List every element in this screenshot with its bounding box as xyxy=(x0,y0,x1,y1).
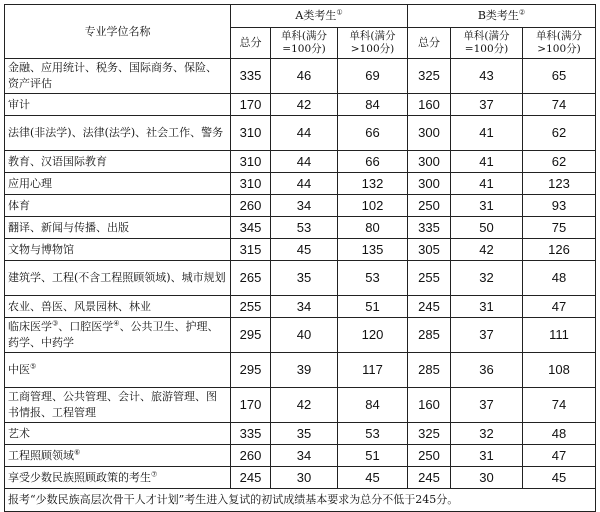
table-row xyxy=(5,318,596,353)
row-name: 应用心理 xyxy=(5,173,231,195)
row-name-part: 、口腔医学 xyxy=(58,320,114,333)
b-single-gt100-cell: 75 xyxy=(523,217,596,239)
a-total-cell: 345 xyxy=(231,217,271,239)
a-single-gt100-cell: 45 xyxy=(338,467,408,489)
b-single-100-cell: 41 xyxy=(451,116,523,151)
a-single-100-cell: 45 xyxy=(271,239,338,261)
a-single-100-cell: 30 xyxy=(271,467,338,489)
a-single-gt100-cell: 53 xyxy=(338,261,408,296)
table-row xyxy=(5,151,596,173)
row-name: 体育 xyxy=(5,195,231,217)
footnote-row xyxy=(5,489,596,512)
b-total-cell: 325 xyxy=(408,423,451,445)
a-single-gt100-header xyxy=(338,28,408,59)
a-total-cell: 315 xyxy=(231,239,271,261)
b-total-cell: 255 xyxy=(408,261,451,296)
a-total-cell: 260 xyxy=(231,445,271,467)
a-single-gt100-cell: 66 xyxy=(338,151,408,173)
a-single-gt100-cell: 120 xyxy=(338,318,408,353)
b-total-cell: 250 xyxy=(408,195,451,217)
b-single-gt100-cell: 65 xyxy=(523,59,596,94)
b-single-100-cell: 32 xyxy=(451,261,523,296)
a-single-100-cell: 44 xyxy=(271,116,338,151)
b-single-100-cell: 31 xyxy=(451,445,523,467)
a-single-gt100-line1: 单科(满分 xyxy=(349,30,396,42)
b-total-cell: 245 xyxy=(408,467,451,489)
row-name-text: 工程照顾领域 xyxy=(8,448,74,462)
table-row xyxy=(5,195,596,217)
footnote-mark: ④ xyxy=(113,319,120,328)
a-single-gt100-cell: 51 xyxy=(338,445,408,467)
group-b-footnote-mark: ② xyxy=(518,8,526,17)
table-row xyxy=(5,423,596,445)
a-single-100-line2: =100分) xyxy=(282,43,326,55)
a-single-gt100-cell: 51 xyxy=(338,296,408,318)
row-name: 艺术 xyxy=(5,423,231,445)
b-single-gt100-cell: 108 xyxy=(523,353,596,388)
score-table xyxy=(4,4,596,512)
table-row xyxy=(5,173,596,195)
b-single-100-cell: 32 xyxy=(451,423,523,445)
row-name: 工商管理、公共管理、会计、旅游管理、图书情报、工程管理 xyxy=(5,388,231,423)
a-single-100-cell: 53 xyxy=(271,217,338,239)
a-single-100-cell: 46 xyxy=(271,59,338,94)
row-name: 法律(非法学)、法律(法学)、社会工作、警务 xyxy=(5,116,231,151)
b-single-gt100-cell: 111 xyxy=(523,318,596,353)
a-single-gt100-cell: 53 xyxy=(338,423,408,445)
table-row xyxy=(5,59,596,94)
row-name: 农业、兽医、风景园林、林业 xyxy=(5,296,231,318)
row-name xyxy=(5,445,231,467)
a-total-cell: 310 xyxy=(231,173,271,195)
a-single-100-cell: 44 xyxy=(271,151,338,173)
b-total-cell: 300 xyxy=(408,151,451,173)
a-single-100-cell: 44 xyxy=(271,173,338,195)
b-single-100-cell: 41 xyxy=(451,173,523,195)
row-name: 审计 xyxy=(5,94,231,116)
b-single-gt100-line1: 单科(满分 xyxy=(535,30,583,42)
b-single-100-cell: 31 xyxy=(451,195,523,217)
group-b-label: B类考生 xyxy=(477,9,519,22)
row-name: 建筑学、工程(不含工程照顾领域)、城市规划 xyxy=(5,261,231,296)
b-single-100-cell: 37 xyxy=(451,388,523,423)
row-name: 文物与博物馆 xyxy=(5,239,231,261)
table-row xyxy=(5,94,596,116)
b-single-100-cell: 37 xyxy=(451,94,523,116)
table-row xyxy=(5,261,596,296)
group-b-header xyxy=(408,5,596,28)
group-a-label: A类考生 xyxy=(295,9,337,22)
a-single-gt100-line2: >100分) xyxy=(350,43,395,55)
b-total-cell: 300 xyxy=(408,173,451,195)
b-total-cell: 160 xyxy=(408,94,451,116)
table-row xyxy=(5,353,596,388)
a-single-gt100-cell: 66 xyxy=(338,116,408,151)
footnote-mark: ③ xyxy=(52,319,59,328)
a-total-cell: 170 xyxy=(231,94,271,116)
a-single-gt100-cell: 80 xyxy=(338,217,408,239)
footnote-text: 报考“少数民族高层次骨干人才计划”考生进入复试的初试成绩基本要求为总分不低于245分。 xyxy=(5,489,596,512)
row-name: 金融、应用统计、税务、国际商务、保险、资产评估 xyxy=(5,59,231,94)
a-total-cell: 295 xyxy=(231,318,271,353)
a-total-cell: 335 xyxy=(231,59,271,94)
table-row xyxy=(5,239,596,261)
b-total-cell: 160 xyxy=(408,388,451,423)
a-single-gt100-cell: 69 xyxy=(338,59,408,94)
a-single-gt100-cell: 84 xyxy=(338,388,408,423)
a-single-gt100-cell: 117 xyxy=(338,353,408,388)
b-total-cell: 305 xyxy=(408,239,451,261)
row-name-part: 临床医学 xyxy=(8,320,52,333)
b-single-gt100-line2: >100分) xyxy=(537,43,581,55)
b-total-header: 总分 xyxy=(408,28,451,59)
b-single-gt100-cell: 47 xyxy=(523,445,596,467)
b-total-cell: 285 xyxy=(408,353,451,388)
a-total-cell: 245 xyxy=(231,467,271,489)
a-single-gt100-cell: 135 xyxy=(338,239,408,261)
b-single-100-cell: 50 xyxy=(451,217,523,239)
b-single-100-cell: 31 xyxy=(451,296,523,318)
b-single-100-cell: 37 xyxy=(451,318,523,353)
b-single-100-cell: 36 xyxy=(451,353,523,388)
table-row xyxy=(5,467,596,489)
b-total-cell: 250 xyxy=(408,445,451,467)
a-single-100-header xyxy=(271,28,338,59)
b-single-gt100-cell: 62 xyxy=(523,151,596,173)
a-single-100-cell: 34 xyxy=(271,445,338,467)
a-single-100-cell: 42 xyxy=(271,388,338,423)
a-total-cell: 265 xyxy=(231,261,271,296)
b-single-gt100-cell: 47 xyxy=(523,296,596,318)
header-row-groups xyxy=(5,5,596,28)
b-single-gt100-cell: 48 xyxy=(523,423,596,445)
b-single-gt100-header xyxy=(523,28,596,59)
a-single-gt100-cell: 84 xyxy=(338,94,408,116)
b-total-cell: 300 xyxy=(408,116,451,151)
b-single-100-cell: 42 xyxy=(451,239,523,261)
a-single-gt100-cell: 132 xyxy=(338,173,408,195)
table-row xyxy=(5,116,596,151)
a-total-cell: 310 xyxy=(231,151,271,173)
a-single-gt100-cell: 102 xyxy=(338,195,408,217)
table-row xyxy=(5,217,596,239)
a-total-cell: 295 xyxy=(231,353,271,388)
row-name-text: 中医 xyxy=(8,363,30,376)
a-total-cell: 170 xyxy=(231,388,271,423)
footnote-mark: ⑤ xyxy=(30,362,37,371)
b-single-gt100-cell: 123 xyxy=(523,173,596,195)
table-row xyxy=(5,388,596,423)
b-single-gt100-cell: 45 xyxy=(523,467,596,489)
a-total-header: 总分 xyxy=(231,28,271,59)
row-name xyxy=(5,467,231,489)
row-name xyxy=(5,318,231,353)
footnote-mark: ⑦ xyxy=(151,469,158,478)
b-single-gt100-cell: 74 xyxy=(523,94,596,116)
row-name-text: 享受少数民族照顾政策的考生 xyxy=(8,470,151,484)
row-name: 教育、汉语国际教育 xyxy=(5,151,231,173)
a-single-100-cell: 35 xyxy=(271,423,338,445)
a-total-cell: 335 xyxy=(231,423,271,445)
table-row xyxy=(5,445,596,467)
b-single-gt100-cell: 126 xyxy=(523,239,596,261)
a-single-100-cell: 34 xyxy=(271,195,338,217)
table-row xyxy=(5,296,596,318)
a-total-cell: 260 xyxy=(231,195,271,217)
b-single-100-line1: 单科(满分 xyxy=(463,30,510,42)
b-single-100-header xyxy=(451,28,523,59)
b-total-cell: 335 xyxy=(408,217,451,239)
a-single-100-cell: 42 xyxy=(271,94,338,116)
row-name-part: 、公共卫生、护理、药学、中药学 xyxy=(8,320,219,349)
b-total-cell: 325 xyxy=(408,59,451,94)
b-single-100-cell: 41 xyxy=(451,151,523,173)
column-header-name xyxy=(5,5,231,59)
group-a-footnote-mark: ① xyxy=(336,8,343,17)
b-single-gt100-cell: 62 xyxy=(523,116,596,151)
b-single-gt100-cell: 93 xyxy=(523,195,596,217)
b-single-100-cell: 43 xyxy=(451,59,523,94)
b-single-100-cell: 30 xyxy=(451,467,523,489)
a-single-100-line1: 单科(满分 xyxy=(280,30,328,42)
b-total-cell: 285 xyxy=(408,318,451,353)
a-single-100-cell: 39 xyxy=(271,353,338,388)
b-total-cell: 245 xyxy=(408,296,451,318)
footnote-mark: ⑥ xyxy=(74,447,81,456)
b-single-100-line2: =100分) xyxy=(464,43,509,55)
group-a-header xyxy=(231,5,408,28)
row-name xyxy=(5,353,231,388)
a-total-cell: 310 xyxy=(231,116,271,151)
column-header-name-text: 专业学位名称 xyxy=(84,24,151,38)
a-single-100-cell: 40 xyxy=(271,318,338,353)
a-single-100-cell: 35 xyxy=(271,261,338,296)
row-name: 翻译、新闻与传播、出版 xyxy=(5,217,231,239)
score-table-container xyxy=(4,4,595,512)
a-total-cell: 255 xyxy=(231,296,271,318)
b-single-gt100-cell: 48 xyxy=(523,261,596,296)
b-single-gt100-cell: 74 xyxy=(523,388,596,423)
a-single-100-cell: 34 xyxy=(271,296,338,318)
